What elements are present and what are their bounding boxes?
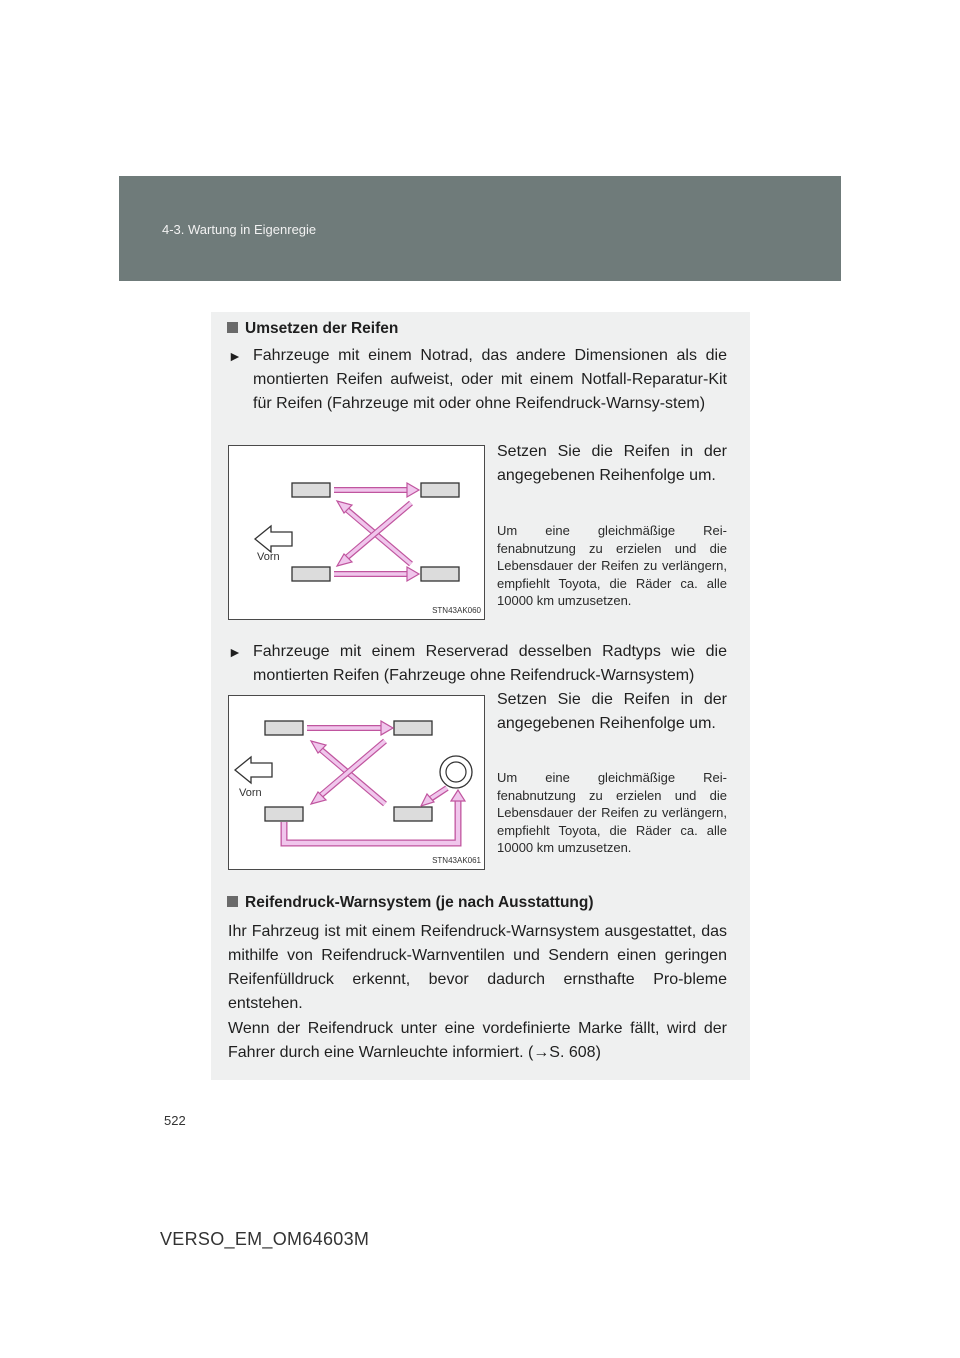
square-bullet-icon bbox=[227, 322, 238, 333]
front-label: Vorn bbox=[239, 787, 262, 799]
note-text-1: Um eine gleichmäßige Rei-fenabnutzung zu erzielen und die Lebensdauer der Reifen zu verlängern, empfiehlt Toyota, die Räder ca. alle 10000 km umzusetzen. bbox=[497, 523, 727, 608]
square-bullet-icon bbox=[227, 896, 238, 907]
heading-tpms bbox=[227, 894, 594, 912]
figure-code: STN43AK061 bbox=[432, 856, 481, 865]
tire-rear-right bbox=[421, 567, 459, 581]
arrow-diag-up bbox=[346, 509, 411, 564]
arrow-diag-up bbox=[320, 749, 385, 804]
bullet-spare-same bbox=[228, 640, 727, 688]
info-panel bbox=[211, 312, 750, 1080]
tire-front-right bbox=[265, 807, 303, 821]
arrow-diag-down bbox=[346, 503, 411, 558]
bullet-spare-different bbox=[228, 344, 727, 416]
section-title: 4-3. Wartung in Eigenregie bbox=[162, 222, 317, 237]
heading-tire-rotation bbox=[227, 320, 398, 338]
tire-front-right bbox=[292, 567, 330, 581]
tpms-warning: Wenn der Reifendruck unter eine vordefinierte Marke fällt, wird der Fahrer durch eine Warnleuchte informiert. (→S. 608) bbox=[228, 1020, 727, 1061]
instruction-text-1: Setzen Sie die Reifen in der angegebenen Reihenfolge um. bbox=[497, 443, 727, 484]
front-direction-icon bbox=[235, 757, 272, 783]
note-text-2: Um eine gleichmäßige Rei-fenabnutzung zu erzielen und die Lebensdauer der Reifen zu verlängern, empfiehlt Toyota, die Räder ca. alle 10000 km umzusetzen. bbox=[497, 770, 727, 855]
heading-text: Reifendruck-Warnsystem (je nach Ausstattung) bbox=[245, 894, 594, 911]
triangle-bullet-icon: ► bbox=[228, 348, 242, 364]
front-label: Vorn bbox=[257, 551, 280, 563]
arrow-diag-down bbox=[320, 741, 385, 796]
rotation-diagram-2 bbox=[228, 695, 485, 870]
arrow-bottom-head bbox=[407, 567, 419, 581]
tire-front-left bbox=[265, 721, 303, 735]
page-number: 522 bbox=[164, 1113, 186, 1128]
tire-rear-left bbox=[394, 721, 432, 735]
bullet-text: Fahrzeuge mit einem Reserverad desselben Radtyps wie die montierten Reifen (Fahrzeuge ohne Reifendruck-Warnsystem) bbox=[253, 643, 727, 684]
arrow-top-head bbox=[407, 483, 419, 497]
triangle-bullet-icon: ► bbox=[228, 644, 242, 660]
arrow-u-head bbox=[451, 790, 465, 801]
tire-rear-right bbox=[394, 807, 432, 821]
rotation-diagram-1 bbox=[228, 445, 485, 620]
arrow-top-head bbox=[381, 721, 393, 735]
instruction-text-2: Setzen Sie die Reifen in der angegebenen Reihenfolge um. bbox=[497, 691, 727, 732]
document-code: VERSO_EM_OM64603M bbox=[160, 1229, 370, 1249]
tire-rear-left bbox=[421, 483, 459, 497]
bullet-text: Fahrzeuge mit einem Notrad, das andere Dimensionen als die montierten Reifen aufweist, oder mit einem Notfall-Reparatur-Kit für Reifen (Fahrzeuge mit oder ohne Reifendruck-Warnsy-stem) bbox=[253, 347, 727, 412]
tire-front-left bbox=[292, 483, 330, 497]
tpms-description: Ihr Fahrzeug ist mit einem Reifendruck-Warnsystem ausgestattet, das mithilfe von Reifendruck-Warnventilen und Sendern einen geringen Reifenfülldruck erkennt, bevor dadurch ernsthafte Pro-bleme entstehen. bbox=[228, 923, 727, 1012]
figure-code: STN43AK060 bbox=[432, 606, 481, 615]
front-direction-icon bbox=[255, 526, 292, 552]
arrow-spare bbox=[430, 788, 447, 799]
rotation-diagram-2-svg bbox=[229, 696, 484, 869]
spare-tire-inner bbox=[446, 762, 466, 782]
rotation-diagram-1-svg bbox=[229, 446, 484, 619]
heading-text: Umsetzen der Reifen bbox=[245, 320, 399, 337]
header-band bbox=[119, 176, 841, 281]
